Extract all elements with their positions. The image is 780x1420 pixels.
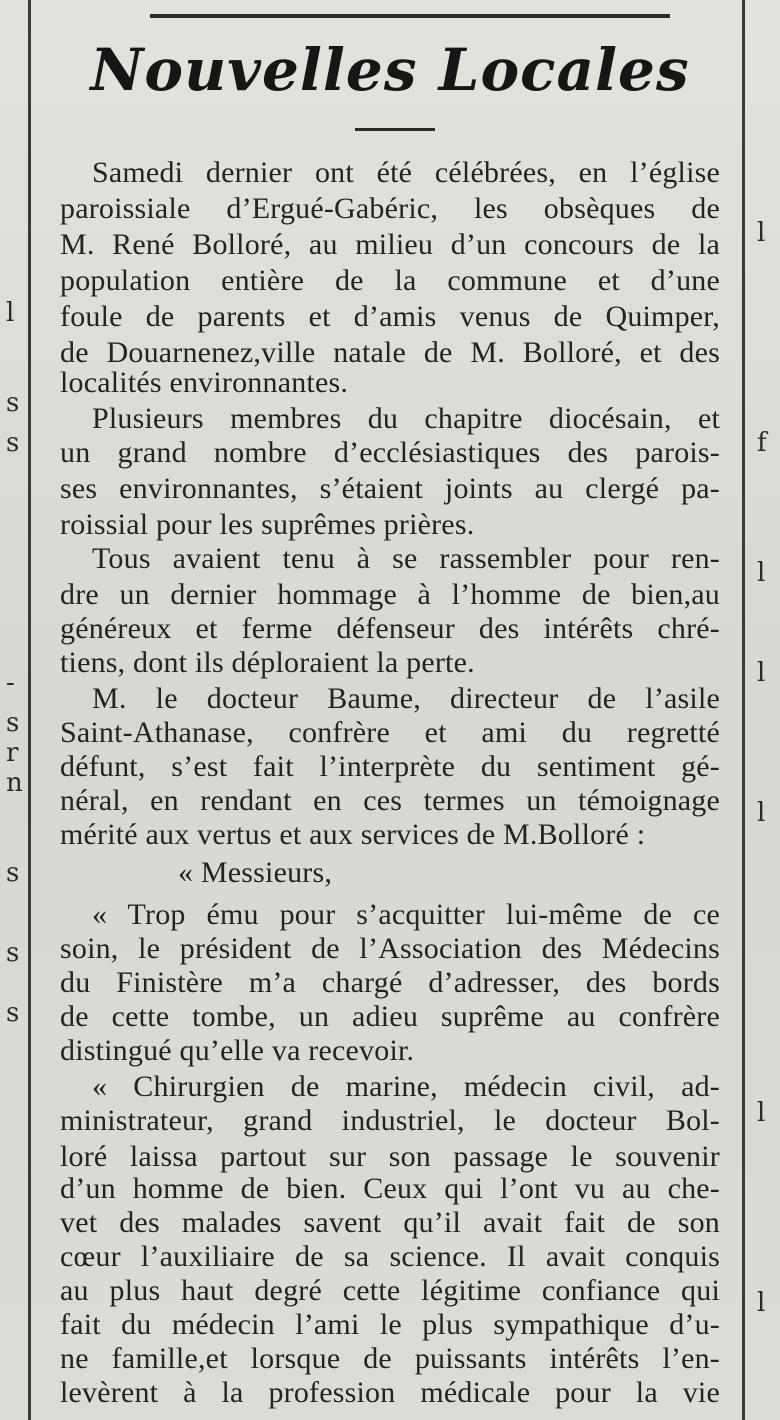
text-line: néral, en rendant en ces termes un témoignage xyxy=(60,784,720,817)
text-line: ne famille,et lorsque de puissants intérêts l’en- xyxy=(60,1342,720,1375)
text-line: levèrent à la profession médicale pour la vie xyxy=(60,1376,720,1409)
text-line: localités environnantes. xyxy=(60,366,349,399)
text-line: tiens, dont ils déploraient la perte. xyxy=(60,646,475,679)
left-column-fragment: s xyxy=(6,858,20,888)
text-line: roissial pour les suprêmes prières. xyxy=(60,508,475,541)
text-line: Samedi dernier ont été célébrées, en l’église xyxy=(92,156,720,189)
text-line: « Chirurgien de marine, médecin civil, ad- xyxy=(92,1070,720,1103)
text-line: du Finistère m’a chargé d’adresser, des bords xyxy=(60,966,720,999)
right-column-fragment: l xyxy=(757,218,766,248)
left-column-fragment: - xyxy=(6,668,15,698)
headline: Nouvelles Locales xyxy=(90,36,690,104)
text-line: soin, le président de l’Association des Médecins xyxy=(60,932,720,965)
right-column-fragment: l xyxy=(757,558,766,588)
text-line: Plusieurs membres du chapitre diocésain, et xyxy=(92,402,720,435)
right-column-fragment: l xyxy=(757,1288,766,1318)
left-column-fragment: s xyxy=(6,388,20,418)
left-column-rule xyxy=(28,0,31,1420)
text-line: ministrateur, grand industriel, le docteur Bol- xyxy=(60,1104,720,1137)
text-line: distingué qu’elle va recevoir. xyxy=(60,1034,415,1067)
text-line: dre un dernier hommage à l’homme de bien,au xyxy=(60,578,720,611)
text-line: vet des malades savent qu’il avait fait de son xyxy=(60,1206,720,1239)
text-line: de cette tombe, un adieu suprême au confrère xyxy=(60,1000,720,1033)
text-line: de Douarnenez,ville natale de M. Bolloré, et des xyxy=(60,336,720,369)
right-column-rule xyxy=(742,0,745,1420)
left-column-fragment: s xyxy=(6,428,20,458)
left-column-fragment: s xyxy=(6,708,20,738)
text-line: généreux et ferme défenseur des intérêts chré- xyxy=(60,612,720,645)
text-line: au plus haut degré cette légitime confiance qui xyxy=(60,1274,720,1307)
text-line: paroissiale d’Ergué-Gabéric, les obsèques de xyxy=(60,192,720,225)
text-line: M. René Bolloré, au milieu d’un concours de la xyxy=(60,228,720,261)
left-column-fragment: n xyxy=(6,768,23,798)
text-line: Saint-Athanase, confrère et ami du regretté xyxy=(60,716,720,749)
text-line: loré laissa partout sur son passage le souvenir xyxy=(60,1140,720,1173)
text-line: un grand nombre d’ecclésiastiques des parois- xyxy=(60,436,720,469)
right-column-fragment: f xyxy=(757,428,767,458)
text-line: Tous avaient tenu à se rassembler pour ren- xyxy=(92,542,720,575)
left-column-fragment: r xyxy=(6,738,19,768)
left-column-fragment: l xyxy=(6,298,15,328)
text-line: cœur l’auxiliaire de sa science. Il avait conquis xyxy=(60,1240,720,1273)
right-column-fragment: l xyxy=(757,798,766,828)
text-line: « Trop ému pour s’acquitter lui-même de ce xyxy=(92,898,720,931)
text-line: défunt, s’est fait l’interprète du sentiment gé- xyxy=(60,750,720,783)
right-column-fragment: l xyxy=(757,658,766,688)
text-line: ses environnantes, s’étaient joints au clergé pa- xyxy=(60,472,720,505)
text-line: « Messieurs, xyxy=(178,856,333,889)
left-column-fragment: s xyxy=(6,998,20,1028)
text-line: fait du médecin l’ami le plus sympathique d’u- xyxy=(60,1308,720,1341)
text-line: foule de parents et d’amis venus de Quimper, xyxy=(60,300,720,333)
headline-separator xyxy=(355,128,435,131)
text-line: M. le docteur Baume, directeur de l’asile xyxy=(92,682,720,715)
right-column-fragment: l xyxy=(757,1098,766,1128)
text-line: population entière de la commune et d’une xyxy=(60,264,720,297)
article-column xyxy=(50,0,730,1420)
text-line: d’un homme de bien. Ceux qui l’ont vu au che- xyxy=(60,1172,720,1205)
left-column-fragment: s xyxy=(6,938,20,968)
text-line: mérité aux vertus et aux services de M.Bolloré : xyxy=(60,818,646,851)
